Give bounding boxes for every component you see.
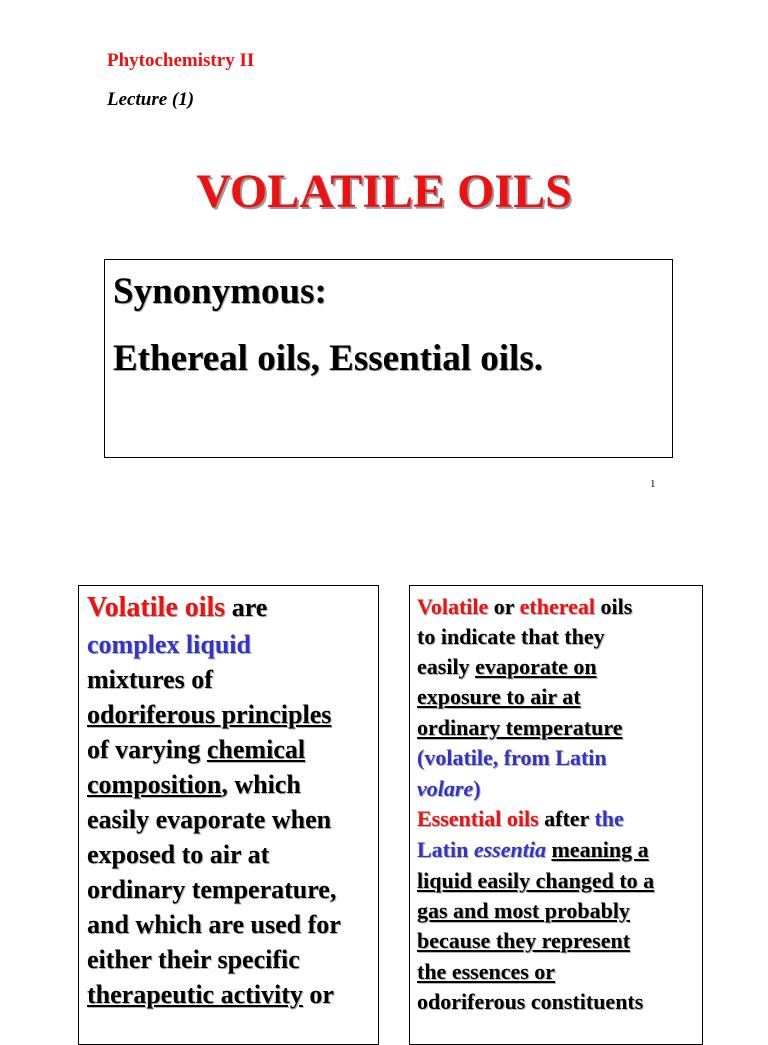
definition-line: mixtures of xyxy=(87,665,213,694)
term-volatile-oils: Volatile oils xyxy=(87,592,226,623)
etymology-line: Essential oils after the xyxy=(417,806,624,831)
etymology-line: Latin essentia meaning a xyxy=(417,837,649,862)
etymology-line: gas and most probably xyxy=(417,898,630,923)
etymology-line: the essences or xyxy=(417,959,556,984)
definition-line: exposed to air at xyxy=(87,840,270,869)
synonyms-box xyxy=(104,259,673,458)
synonyms-text: Ethereal oils, Essential oils. xyxy=(113,338,543,379)
etymology-line: (volatile, from Latin xyxy=(417,745,607,770)
definition-box xyxy=(78,585,379,1045)
etymology-line: liquid easily changed to a xyxy=(417,868,655,893)
definition-line: therapeutic activity or xyxy=(87,980,334,1009)
definition-line: odoriferous principles xyxy=(87,700,332,729)
definition-line: Volatile oils are xyxy=(87,592,268,623)
etymology-line: because they represent xyxy=(417,928,631,953)
page-number: 1 xyxy=(650,478,656,490)
definition-line: and which are used for xyxy=(87,910,341,939)
etymology-line: ordinary temperature xyxy=(417,715,623,740)
etymology-line: Volatile or ethereal oils xyxy=(417,594,633,619)
etymology-line: exposure to air at xyxy=(417,684,581,709)
etymology-line: odoriferous constituents xyxy=(417,989,644,1014)
course-title: Phytochemistry II xyxy=(107,50,255,71)
etymology-line: volare) xyxy=(417,776,481,801)
definition-line: ordinary temperature, xyxy=(87,875,337,904)
lecture-label: Lecture (1) xyxy=(107,89,195,110)
definition-line: complex liquid xyxy=(87,630,251,659)
etymology-line: easily evaporate on xyxy=(417,654,597,679)
synonyms-heading: Synonymous: xyxy=(113,271,327,312)
etymology-box xyxy=(409,585,703,1045)
definition-line: either their specific xyxy=(87,945,300,974)
definition-line: composition, which xyxy=(87,770,301,799)
definition-line: easily evaporate when xyxy=(87,805,332,834)
slide-title: VOLATILE OILS xyxy=(196,165,572,218)
etymology-line: to indicate that they xyxy=(417,624,605,649)
definition-line: of varying chemical xyxy=(87,735,306,764)
